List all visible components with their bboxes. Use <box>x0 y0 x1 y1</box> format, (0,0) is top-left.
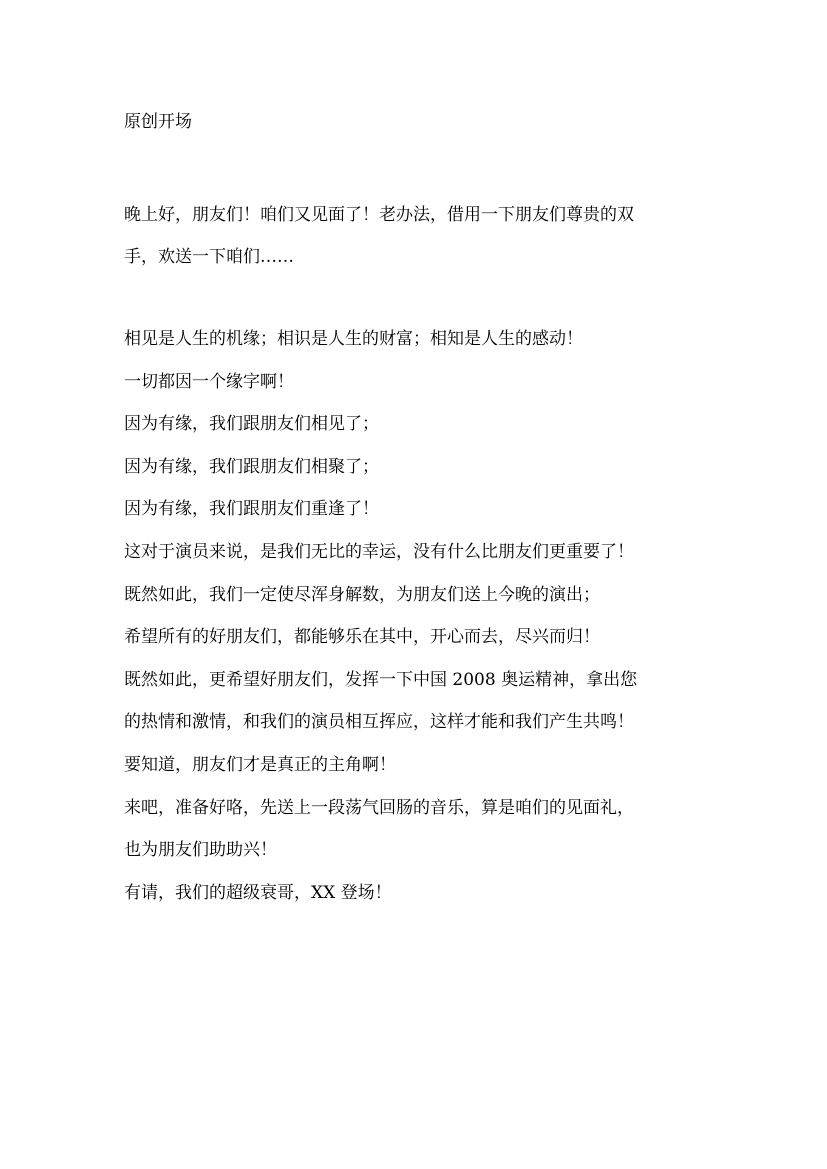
speech-line: 希望所有的好朋友们，都能够乐在其中，开心而去，尽兴而归！ <box>124 627 600 648</box>
speech-line: 要知道，朋友们才是真正的主角啊！ <box>124 754 396 775</box>
speech-line: 一切都因一个缘字啊！ <box>124 371 294 392</box>
speech-line: 因为有缘，我们跟朋友们相聚了； <box>124 456 379 477</box>
speech-line: 有请，我们的超级衰哥，XX 登场！ <box>124 882 392 903</box>
speech-line: 因为有缘，我们跟朋友们相见了； <box>124 414 379 435</box>
greeting-line: 晚上好，朋友们！咱们又见面了！老办法，借用一下朋友们尊贵的双 <box>124 205 634 225</box>
speech-line: 这对于演员来说，是我们无比的幸运，没有什么比朋友们更重要了！ <box>124 541 634 562</box>
greeting-paragraph <box>124 194 704 278</box>
speech-body <box>124 318 704 914</box>
speech-line: 既然如此，更希望好朋友们，发挥一下中国 2008 奥运精神，拿出您 <box>124 669 638 690</box>
speech-line: 的热情和激情，和我们的演员相互挥应，这样才能和我们产生共鸣！ <box>124 712 634 733</box>
speech-line: 来吧，准备好咯，先送上一段荡气回肠的音乐，算是咱们的见面礼， <box>124 797 634 818</box>
greeting-line: 手，欢送一下咱们…… <box>124 247 294 267</box>
speech-line: 相见是人生的机缘；相识是人生的财富；相知是人生的感动！ <box>124 329 583 349</box>
speech-line: 也为朋友们助助兴！ <box>124 840 277 861</box>
speech-line: 既然如此，我们一定使尽浑身解数，为朋友们送上今晚的演出； <box>124 584 600 605</box>
document-title: 原创开场 <box>124 112 192 132</box>
speech-line: 因为有缘，我们跟朋友们重逢了！ <box>124 499 379 520</box>
